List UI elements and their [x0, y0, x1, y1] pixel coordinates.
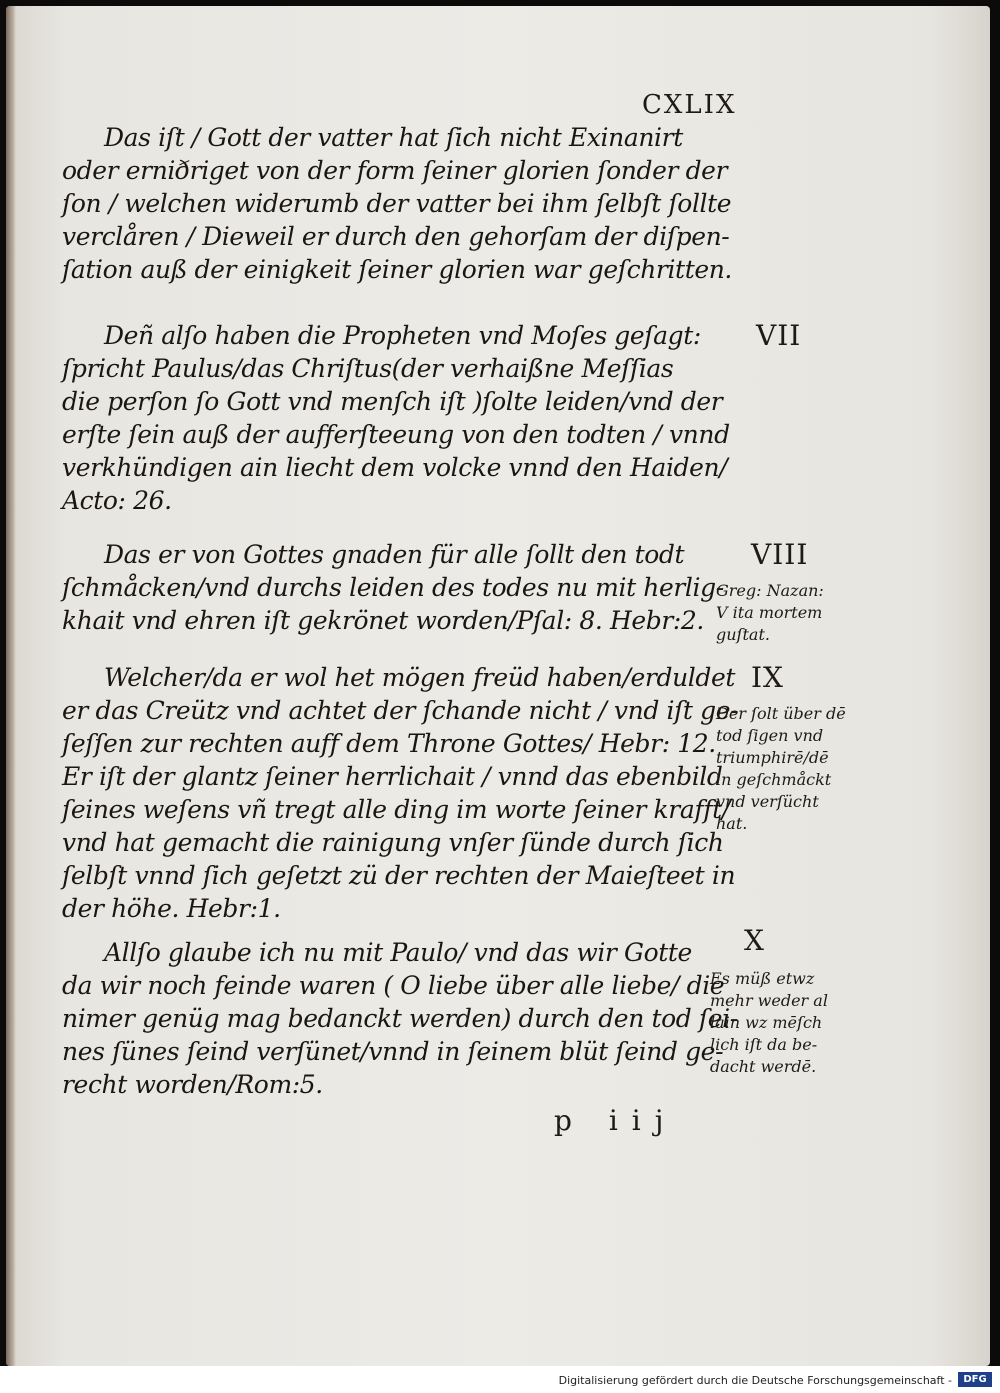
gloss-line: lain wz mēſch: [710, 1013, 823, 1032]
text-line: Deñ alſo haben die Propheten vnd Moſes geſagt:: [104, 321, 701, 350]
text-line: Das er von Gottes gnaden für alle ſollt den todt: [104, 540, 685, 569]
text-line: verkhündigen ain liecht dem volcke vnnd den Haiden/: [62, 453, 728, 482]
dfg-logo-icon: DFG: [958, 1372, 992, 1387]
gloss-line: vnd verſücht: [716, 792, 819, 811]
footer-bar: [0, 1366, 1000, 1393]
section-numeral-x: X: [744, 924, 765, 957]
folio-number: CXLIX: [642, 90, 737, 120]
gloss-line: guſtat.: [716, 625, 770, 644]
section-numeral-viii: VIII: [751, 538, 809, 571]
text-line: nimer genüg mag bedanckt werden) durch den tod ſei‑: [62, 1004, 738, 1033]
paragraph-2: [62, 319, 732, 517]
gloss-line: mehr weder al: [710, 991, 828, 1010]
text-line: die perſon ſo Gott vnd menſch iſt )ſolte leiden/vnd der: [62, 387, 723, 416]
text-line: nes ſünes ſeind verſünet/vnnd in ſeinem blüt ſeind ge‑: [62, 1037, 724, 1066]
margin-gloss: [716, 703, 846, 835]
text-line: ſon / welchen widerumb der vatter bei ihm ſelbſt ſollte: [62, 189, 732, 218]
text-line: recht worden/Rom:5.: [62, 1070, 323, 1099]
page-edge: [6, 6, 16, 1366]
paragraph-5: [62, 936, 738, 1101]
gloss-line: Der ſolt über dē: [716, 704, 846, 723]
text-line: ſelbſt vnnd ſich geſetzt zü der rechten der Maieſteet in: [62, 861, 736, 890]
text-line: erſte ſein auß der aufferſteeung von den todten / vnnd: [62, 420, 730, 449]
paragraph-1: [62, 121, 732, 286]
text-line: da wir noch feinde waren ( O liebe über alle liebe/ die: [62, 971, 725, 1000]
text-line: ſation auß der einigkeit ſeiner glorien war geſchritten.: [62, 255, 732, 284]
text-line: oder erniðriget von der form ſeiner glorien ſonder der: [62, 156, 728, 185]
text-line: Welcher/da er wol het mögen freüd haben/erduldet: [104, 663, 736, 692]
margin-gloss: [710, 968, 828, 1078]
gloss-line: Es müß etwz: [710, 969, 815, 988]
text-line: Er iſt der glantz ſeiner herrlichait / vnnd das ebenbild: [62, 762, 723, 791]
gloss-line: in geſchmåckt: [716, 770, 832, 789]
paragraph-4: [62, 661, 739, 925]
paragraph-3: [62, 538, 732, 637]
section-numeral-ix: IX: [751, 661, 784, 694]
gloss-line: hat.: [716, 814, 748, 833]
section-numeral-vii: VII: [756, 319, 802, 352]
gloss-line: Greg: Nazan:: [716, 581, 824, 600]
funding-credit: Digitalisierung gefördert durch die Deutsche Forschungsgemeinschaft -: [558, 1374, 952, 1387]
text-line: ſchmåcken/vnd durchs leiden des todes nu mit herlig‑: [62, 573, 724, 602]
signature-mark: p iij: [554, 1104, 678, 1137]
text-line: ſpricht Paulus/das Chriſtus(der verhaißne Meſſias: [62, 354, 674, 383]
gloss-line: dacht werdē.: [710, 1057, 817, 1076]
gloss-line: triumphirē/dē: [716, 748, 829, 767]
text-line: Allſo glaube ich nu mit Paulo/ vnd das wir Gotte: [104, 938, 692, 967]
text-line: der höhe. Hebr:1.: [62, 894, 281, 923]
margin-gloss: [716, 580, 824, 646]
text-line: ſeines weſens vñ tregt alle ding im worte ſeiner krafft/: [62, 795, 730, 824]
gloss-line: lich iſt da be‑: [710, 1035, 818, 1054]
text-line: Acto: 26.: [62, 486, 172, 515]
text-line: verclåren / Dieweil er durch den gehorſam der diſpen‑: [62, 222, 730, 251]
text-line: ſeſſen zur rechten auff dem Throne Gottes/ Hebr: 12.: [62, 729, 716, 758]
gloss-line: tod ſigen vnd: [716, 726, 824, 745]
text-line: Das iſt / Gott der vatter hat ſich nicht Exinanirt: [104, 123, 683, 152]
text-line: er das Creütz vnd achtet der ſchande nicht / vnd iſt ge‑: [62, 696, 739, 725]
text-line: khait vnd ehren iſt gekrönet worden/Pſal: 8. Hebr:2.: [62, 606, 704, 635]
gloss-line: V ita mortem: [716, 603, 823, 622]
text-line: vnd hat gemacht die rainigung vnſer ſünde durch ſich: [62, 828, 724, 857]
book-page: [6, 6, 990, 1366]
